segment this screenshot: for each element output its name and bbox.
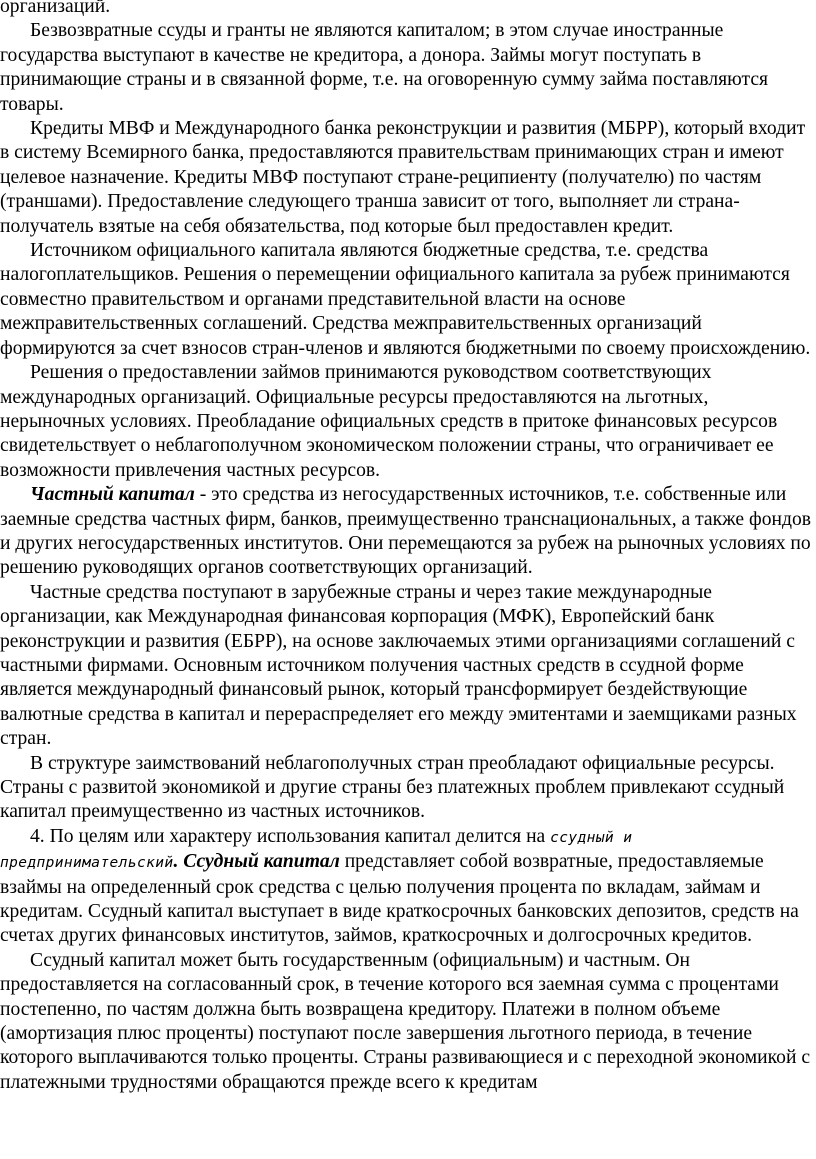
paragraph-loan-capital-text: представляет собой возвратные, предоставляемые взаймы на определенный срок средства с целью получения процента по вкладам, займам и кредитам. Ссудный капитал выступает в виде краткосрочных банковских депозитов, средств на счетах других финансовых институтов, займов, краткосрочных и долгосрочных кредитов. xyxy=(0,851,799,947)
paragraph-private-capital-text: - это средства из негосударственных источников, т.е. собственные или заемные средства частных фирм, банков, преимущественно транснациональных, а также фондов и других негосударственных институтов. Они перемещаются за рубеж на рыночных условиях по решению руководящих органов соответствующих организаций. xyxy=(0,484,811,579)
paragraph-state-and-private-loans: Ссудный капитал может быть государственным (официальным) и частным. Он предоставляется на согласованный срок, в течение которого вся заемная сумма с процентами постепенно, по частям должна быть возвращена кредитору. Платежи в полном объеме (амортизация плюс проценты) поступают после завершения льготного периода, в течение которого выплачиваются только проценты. Страны развивающиеся и с переходной экономикой с платежными трудностями обращаются прежде всего к кредитам xyxy=(0,949,811,1093)
paragraph-borrowing-structure: В структуре заимствований неблагополучных стран преобладают официальные ресурсы. Страны с развитой экономикой и другие страны без платежных проблем привлекают ссудный капитал преимущественно из частных источников. xyxy=(0,752,785,823)
period-separator: . xyxy=(173,851,184,873)
loan-and-entrepreneurial-types: ссудный и предпринимательский xyxy=(0,829,633,872)
paragraph-grants: Безвозвратные ссуды и гранты не являются капиталом; в этом случае иностранные государства выступают в качестве не кредитора, а донора. Займы могут поступать в принимающие страны и в связанной форме, т.е. на оговоренную сумму займа поставляются товары. xyxy=(0,20,769,115)
paragraph-loan-capital xyxy=(0,825,812,949)
term-loan-capital: Ссудный капитал xyxy=(183,851,340,873)
paragraph-imf-credits: Кредиты МВФ и Международного банка реконструкции и развития (МБРР), который входит в систему Всемирного банка, предоставляются правительствам принимающих стран и имеют целевое назначение. Кредиты МВФ поступают стране-реципиенту (получателю) по частям (траншами). Предоставление следующего транша зависит от того, выполняет ли страна-получатель взятые на себя обязательства, под которые был предоставлен кредит. xyxy=(0,118,806,237)
paragraph-official-capital-source: Источником официального капитала являются бюджетные средства, т.е. средства налогоплательщиков. Решения о перемещении официального капитала за рубеж принимаются совместно правительством и органами представительной власти на основе межправительственных соглашений. Средства межправительственных организаций формируются за счет взносов стран-членов и являются бюджетными по своему происхождению. xyxy=(0,240,811,359)
paragraph-loan-decisions: Решения о предоставлении займов принимаются руководством соответствующих международных организаций. Официальные ресурсы предоставляются на льготных, нерыночных условиях. Преобладание официальных средств в притоке финансовых ресурсов свидетельствует о неблагополучном экономическом положении страны, что ограничивает ее возможности привлечения частных ресурсов. xyxy=(0,362,778,481)
paragraph-private-funds: Частные средства поступают в зарубежные страны и через такие международные организации, как Международная финансовая корпорация (МФК), Европейский банк реконструкции и развития (ЕБРР), на основе заключаемых этими организациями соглашений с частными фирмами. Основным источником получения частных средств в ссудной форме является международный финансовый рынок, который трансформирует бездействующие валютные средства в капитал и перераспределяет его между эмитентами и заемщиками разных стран. xyxy=(0,581,797,750)
paragraph-continuation: организаций. xyxy=(0,0,111,17)
term-private-capital: Частный капитал xyxy=(30,484,195,506)
paragraph-loan-capital-lead: 4. По целям или характеру использования капитал делится на xyxy=(30,825,551,847)
paragraph-private-capital xyxy=(0,483,812,581)
